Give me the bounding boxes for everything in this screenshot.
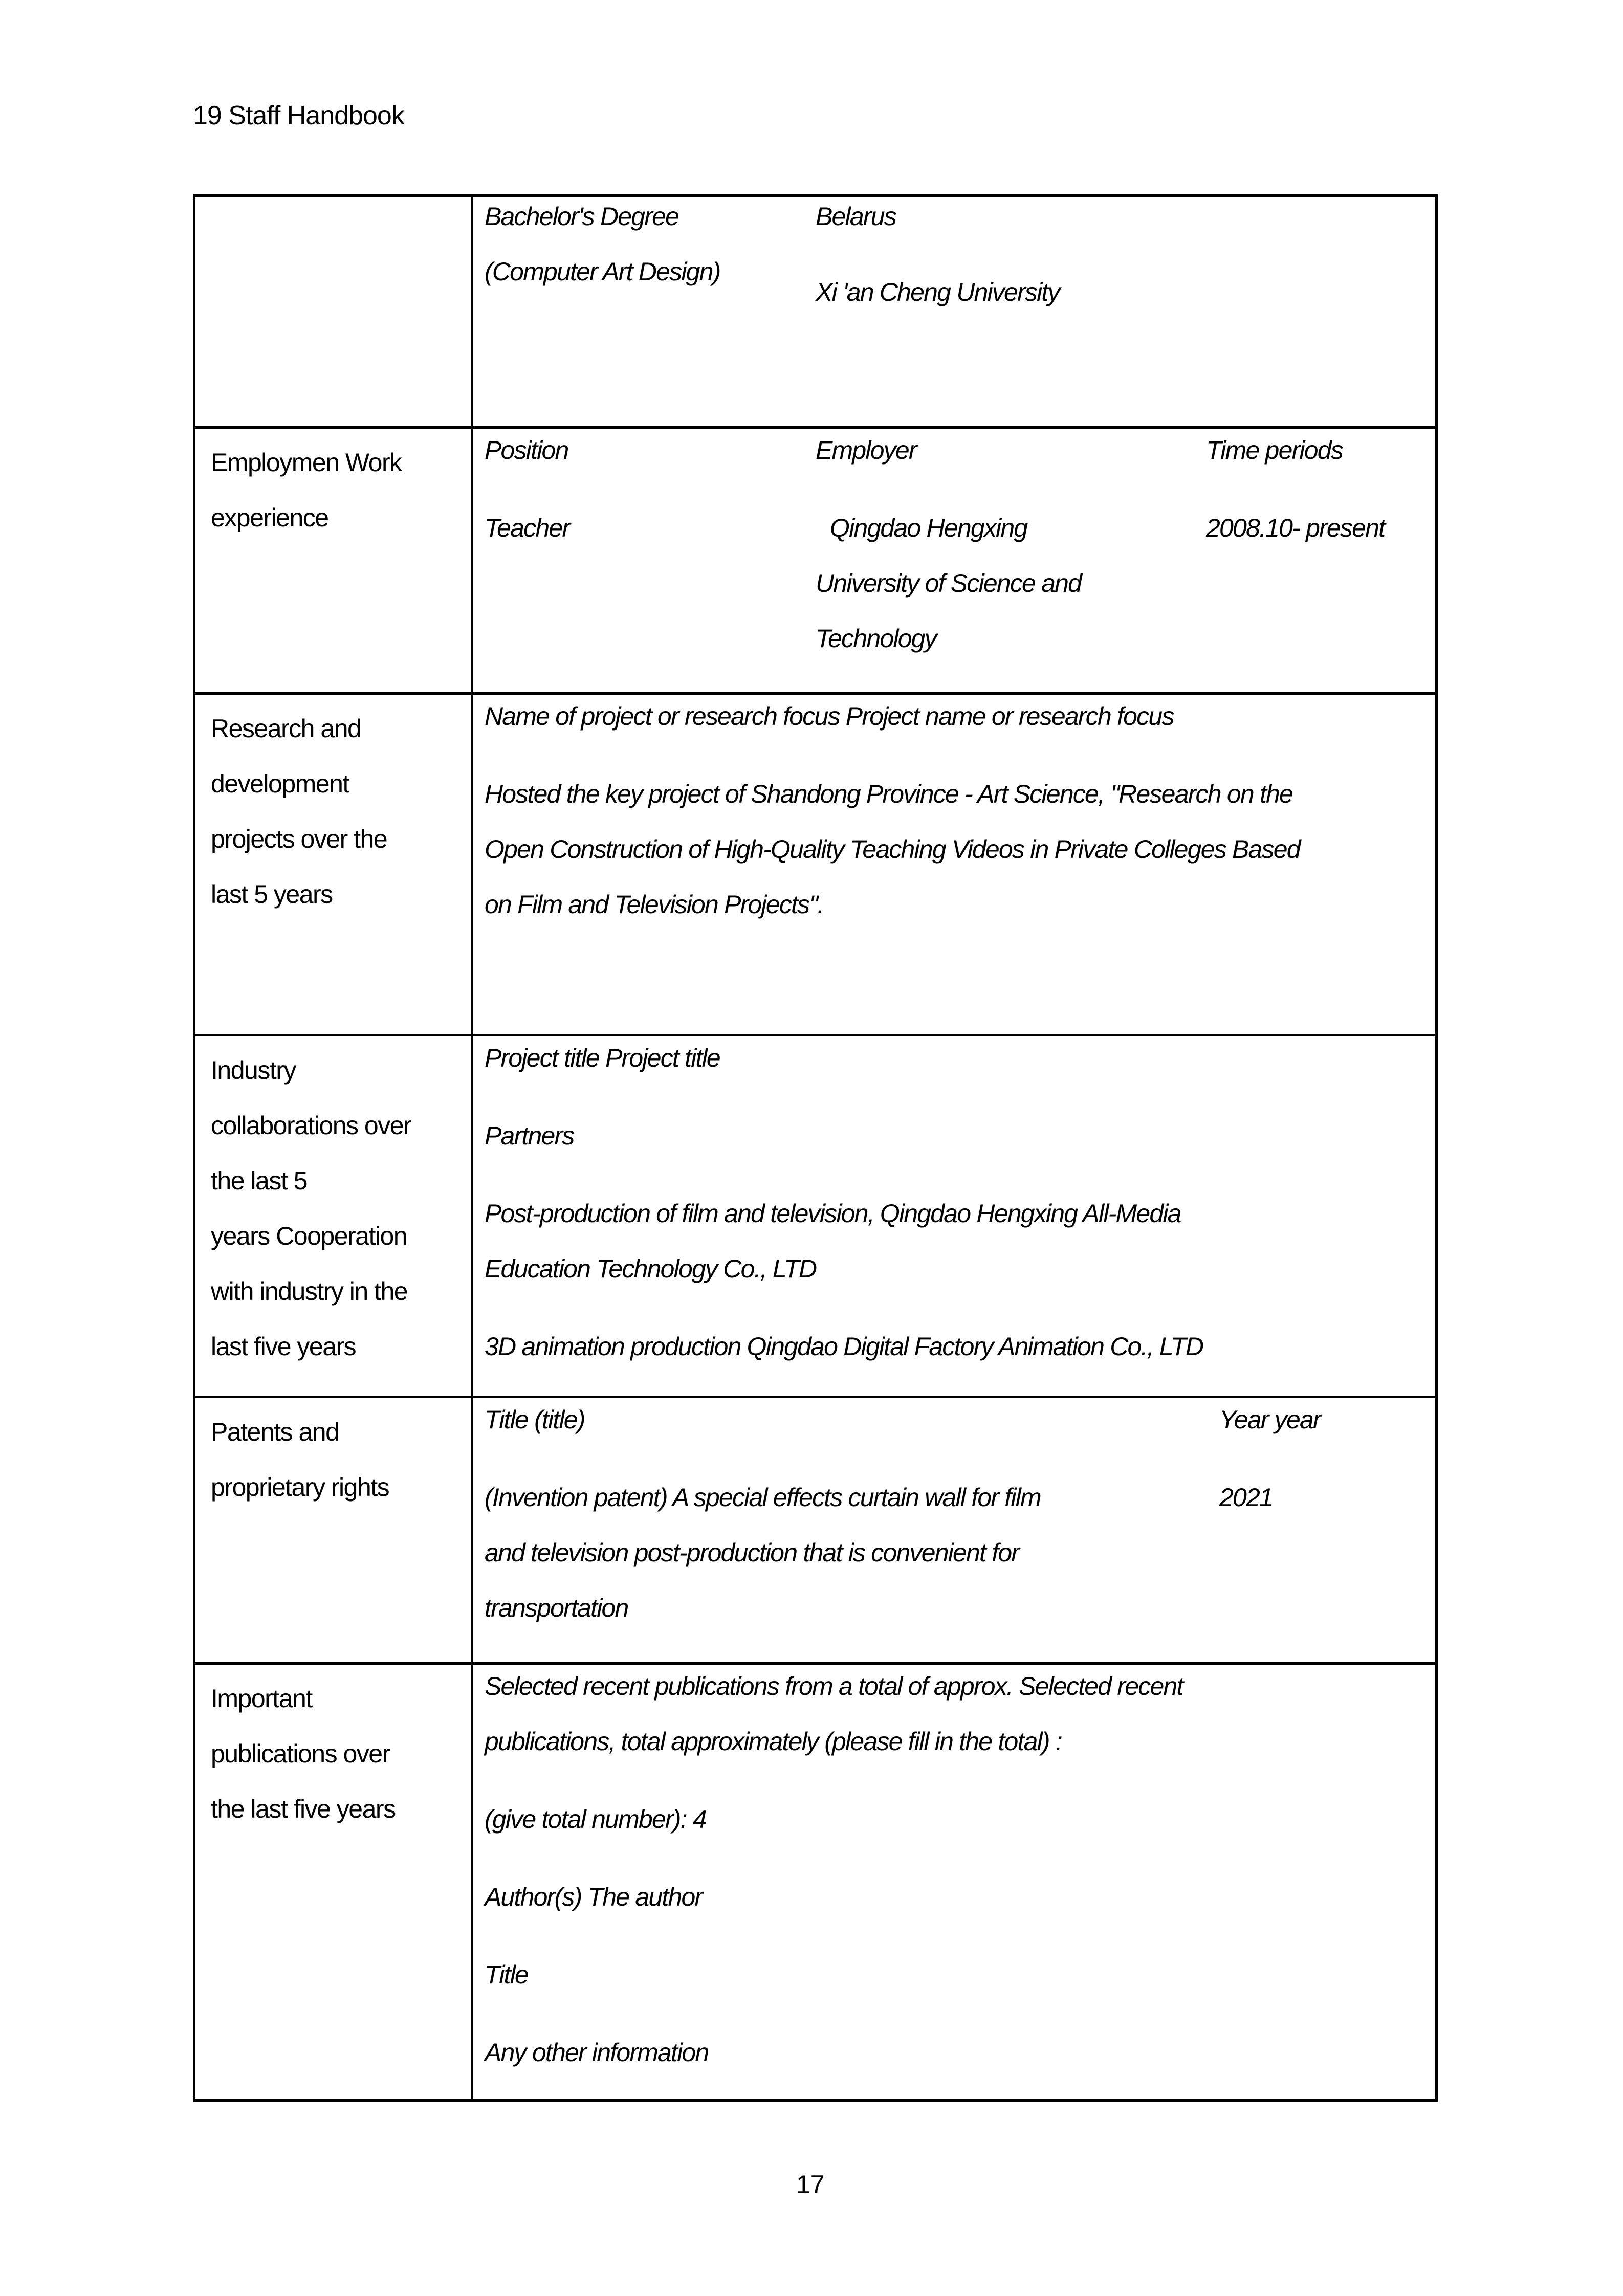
patent-title-line3: transportation	[485, 1594, 628, 1622]
running-header: 19 Staff Handbook	[193, 101, 404, 130]
col-header-patent-title: Title (title)	[485, 1405, 585, 1434]
row-education	[195, 197, 1435, 429]
publications-field-other: Any other information	[485, 2038, 709, 2067]
employer-value-line1: Qingdao Hengxing	[830, 514, 1027, 542]
publications-intro-line2: publications, total approximately (please fill in the total) :	[485, 1727, 1062, 1756]
patent-title-line2: and television post-production that is convenient for	[485, 1538, 1019, 1567]
patent-title-line1: (Invention patent) A special effects curtain wall for film	[485, 1483, 1041, 1512]
row-patents	[195, 1396, 1435, 1665]
patent-year-value: 2021	[1219, 1483, 1273, 1512]
publications-intro-line1: Selected recent publications from a total of approx. Selected recent	[485, 1672, 1183, 1701]
row-label-research: Research and development projects over the last 5 years	[195, 695, 473, 1036]
row-industry	[195, 1034, 1435, 1398]
industry-item-2: 3D animation production Qingdao Digital Factory Animation Co., LTD	[485, 1332, 1203, 1361]
row-label-publications: Important publications over the last five years	[195, 1665, 473, 2102]
research-text-line1: Hosted the key project of Shandong Province - Art Science, "Research on the	[485, 780, 1293, 808]
row-label-employment: Employmen Work experience	[195, 429, 473, 695]
row-research	[195, 692, 1435, 1036]
row-label-empty	[195, 197, 473, 429]
cv-table	[193, 194, 1438, 2102]
publications-field-title: Title	[485, 1960, 529, 1989]
degree-subject: (Computer Art Design)	[485, 257, 720, 286]
col-header-patent-year: Year year	[1219, 1405, 1321, 1434]
employer-value-line3: Technology	[816, 624, 936, 653]
publications-field-author: Author(s) The author	[485, 1883, 703, 1911]
row-label-patents: Patents and proprietary rights	[195, 1398, 473, 1665]
research-text-line3: on Film and Television Projects".	[485, 890, 824, 919]
publications-total: (give total number): 4	[485, 1805, 706, 1834]
industry-item-1-line1: Post-production of film and television, Qingdao Hengxing All-Media	[485, 1199, 1181, 1228]
partners-label: Partners	[485, 1121, 574, 1150]
institution-country: Belarus	[816, 202, 896, 231]
page-number: 17	[796, 2170, 825, 2199]
employer-value-line2: University of Science and	[816, 569, 1082, 598]
col-header-employer: Employer	[816, 436, 916, 465]
row-employment	[195, 426, 1435, 695]
row-label-industry: Industry collaborations over the last 5 years Cooperation with industry in the last five years	[195, 1036, 473, 1398]
col-header-time-periods: Time periods	[1206, 436, 1343, 465]
institution-name: Xi 'an Cheng University	[816, 278, 1060, 306]
industry-item-1-line2: Education Technology Co., LTD	[485, 1254, 817, 1283]
time-period-value: 2008.10- present	[1206, 514, 1385, 542]
research-heading: Name of project or research focus Project name or research focus	[485, 702, 1174, 731]
position-value: Teacher	[485, 514, 570, 542]
degree-name: Bachelor's Degree	[485, 202, 679, 231]
col-header-position: Position	[485, 436, 568, 465]
row-publications	[195, 1662, 1435, 2102]
industry-heading: Project title Project title	[485, 1044, 720, 1072]
research-text-line2: Open Construction of High-Quality Teaching Videos in Private Colleges Based	[485, 835, 1300, 864]
